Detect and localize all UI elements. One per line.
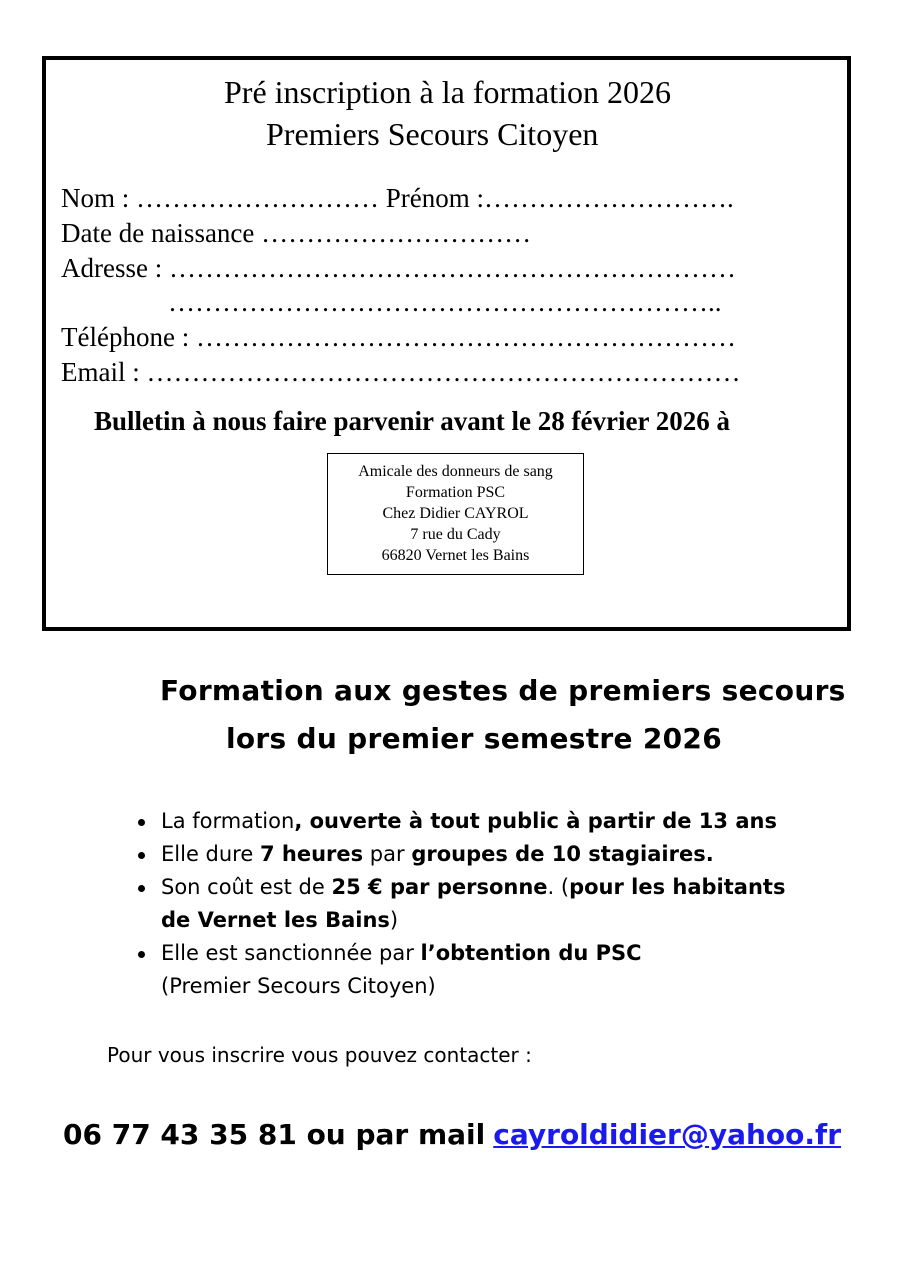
- bullet-text-bold: 25 € par personne: [331, 875, 548, 899]
- list-item: [130, 937, 785, 1003]
- contact-intro: Pour vous inscrire vous pouvez contacter :: [107, 1043, 532, 1067]
- address-line: Chez Didier CAYROL: [382, 505, 529, 522]
- bullet-icon: [138, 852, 145, 859]
- address-line: Amicale des donneurs de sang: [358, 463, 553, 480]
- info-bullet-list: [130, 805, 785, 1003]
- bullet-text-bold: 7 heures: [259, 842, 364, 866]
- birthdate-field[interactable]: Date de naissance …………………………: [61, 218, 532, 248]
- bullet-text: . (: [547, 875, 570, 899]
- email-link[interactable]: cayroldidier@yahoo.fr: [493, 1118, 842, 1151]
- email-field[interactable]: Email : …………………………………………………………: [61, 357, 741, 387]
- bullet-text: (Premier Secours Citoyen): [161, 974, 436, 998]
- form-title-line1: Pré inscription à la formation 2026: [224, 74, 672, 110]
- address-field[interactable]: Adresse : ………………………………………………………: [61, 253, 736, 283]
- list-item: [130, 805, 785, 838]
- address-line: 7 rue du Cady: [410, 526, 501, 543]
- bullet-text-bold: l’obtention du PSC: [420, 941, 642, 965]
- list-item: [130, 838, 785, 871]
- info-heading-line1: Formation aux gestes de premiers secours: [160, 674, 846, 707]
- bullet-text: Elle dure: [161, 842, 260, 866]
- mailing-address-box: [327, 453, 584, 575]
- bullet-text-bold: de Vernet les Bains: [161, 908, 390, 932]
- telephone-field[interactable]: Téléphone : ……………………………………………………: [61, 322, 736, 352]
- bullet-icon: [138, 819, 145, 826]
- bullet-text-bold: , ouverte à tout public à partir de 13 ans: [294, 809, 777, 833]
- bullet-text-bold: pour les habitants: [569, 875, 786, 899]
- address-field-line2[interactable]: ……………………………………………………..: [168, 287, 722, 317]
- bullet-text: Son coût est de: [161, 875, 332, 899]
- bullet-text: ): [389, 908, 399, 932]
- list-item: [130, 871, 785, 937]
- bullet-icon: [138, 951, 145, 958]
- contact-line: [63, 1118, 841, 1151]
- bullet-text: Elle est sanctionnée par: [161, 941, 421, 965]
- form-title-line2: Premiers Secours Citoyen: [266, 116, 599, 152]
- address-line: 66820 Vernet les Bains: [381, 547, 530, 564]
- bullet-text: La formation: [161, 809, 295, 833]
- contact-phone: 06 77 43 35 81 ou par mail: [63, 1118, 486, 1151]
- nom-prenom-field[interactable]: Nom : ……………………… Prénom :……………………….: [61, 183, 734, 213]
- bullet-text-bold: groupes de 10 stagiaires.: [411, 842, 714, 866]
- bulletin-instruction: Bulletin à nous faire parvenir avant le 28 février 2026 à: [94, 406, 730, 436]
- address-line: Formation PSC: [405, 484, 506, 501]
- preregistration-form: [42, 56, 851, 631]
- bullet-text: par: [363, 842, 412, 866]
- info-heading-line2: lors du premier semestre 2026: [226, 722, 722, 755]
- bullet-icon: [138, 885, 145, 892]
